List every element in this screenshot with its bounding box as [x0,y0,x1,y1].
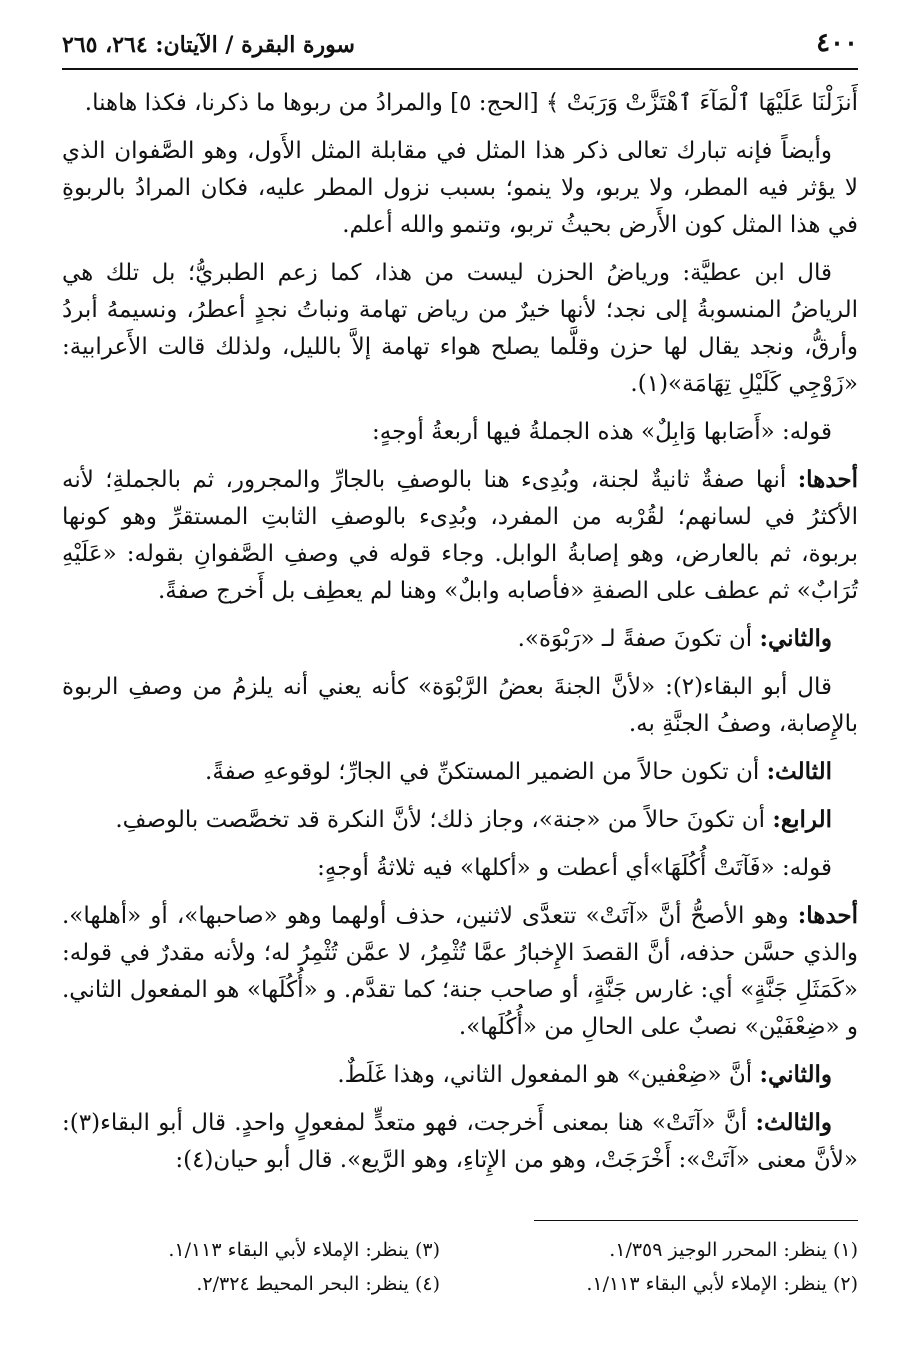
paragraph [62,132,858,244]
paragraph-text: أنَّ «ضِعْفين» هو المفعول الثاني، وهذا غَلَطٌ. [337,1062,753,1088]
paragraph [62,413,858,451]
paragraph [62,1104,858,1179]
footnotes [62,1236,858,1298]
paragraph [62,84,858,122]
paragraph [62,668,858,743]
paragraph [62,897,858,1046]
page-number: ٤٠٠ [816,28,858,58]
paragraph-text: قوله: «فَآتَتْ أُكُلَهَا»أي أعطت و «أكلها» فيه ثلاثةُ أوجهٍ: [317,855,832,881]
paragraph [62,753,858,791]
paragraph [62,1056,858,1094]
paragraph-text: وهو الأصحُّ أنَّ «آتَتْ» تتعدَّى لاثنين، حذف أولهما وهو «صاحبها»، أو «أهلها». والذي حسَّن حذفه، أنَّ القصدَ الإِخبارُ عمَّا تُثْمِرُ، لا عمَّن تُثْمِرُ له؛ ولأنه مقدرٌ في قوله: «كَمَثَلِ جَنَّةٍ» أي: غارس جَنَّةٍ، أو صاحب جنة؛ كما تقدَّم. و «أُكُلَها» هو المفعول الثاني. و «ضِعْفَيْن» نصبٌ على الحالِ من «أُكُلَها». [62,903,858,1040]
main-text [62,84,858,1179]
paragraph-text: قال ابن عطيَّة: ورياضُ الحزن ليست من هذا، كما زعم الطبريُّ؛ بل تلك هي الرياضُ المنسوبةُ إلى نجد؛ لأنها خيرٌ من رياض تهامة ونباتُ نجدٍ أعطرُ، ونسيمهُ أبردُ وأرقُّ، ونجد يقال لها حزن وقلَّما يصلح هواء تهامة إلاَّ بالليل، ولذلك قالت الأَعرابية: «زَوْجِي كَلَيْلِ تِهَامَة»(١). [62,260,858,397]
paragraph-lead: الرابع: [772,806,832,833]
paragraph [62,254,858,403]
footnote-divider [534,1220,858,1221]
paragraph [62,461,858,610]
footnote: (١) ينظر: المحرر الوجيز ١/٣٥٩. [609,1239,858,1261]
paragraph-lead: أحدها: [797,466,858,493]
paragraph-lead: والثالث: [755,1109,832,1136]
paragraph [62,849,858,887]
running-title: سورة البقرة / الآيتان: ٢٦٤، ٢٦٥ [62,32,355,58]
paragraph-text: أن تكونَ حالاً من «جنة»، وجاز ذلك؛ لأنَّ النكرة قد تخصَّصت بالوصفِ. [115,807,766,833]
paragraph-lead: والثاني: [759,625,832,652]
paragraph-text: أَنزَلْنَا عَلَيْهَا ٱلْمَآءَ ٱهْتَزَّتْ وَرَبَتْ ﴾ [الحج: ٥] والمرادُ من ربوها ما ذكرنا، فكذا هاهنا. [84,90,858,116]
paragraph-text: قوله: «أَصَابها وَابِلٌ» هذه الجملةُ فيها أربعةُ أوجهٍ: [372,419,832,445]
paragraph-text: وأيضاً فإنه تبارك تعالى ذكر هذا المثل في مقابلة المثل الأَول، وهو الصَّفوان الذي لا يؤثر فيه المطر، ولا يربو، ولا ينمو؛ بسبب نزول المطر عليه، فكان المرادُ بالربوةِ في هذا المثل كون الأَرض بحيثُ تربو، وتنمو والله أعلم. [62,138,858,238]
footnote: (٢) ينظر: الإملاء لأبي البقاء ١/١١٣. [586,1273,858,1295]
page-header [62,28,858,70]
footnote: (٤) ينظر: البحر المحيط ٢/٣٢٤. [196,1273,440,1295]
paragraph-text: أنَّ «آتَتْ» هنا بمعنى أَخرجت، فهو متعدٍّ لمفعولٍ واحدٍ. قال أبو البقاء(٣): «لأنَّ معنى «آتَتْ»: أَخْرَجَتْ، وهو من الإِتاءِ، وهو الرَّيع». قال أبو حيان(٤): [62,1110,858,1173]
footnote: (٣) ينظر: الإملاء لأبي البقاء ١/١١٣. [168,1239,440,1261]
paragraph-lead: أحدها: [797,902,859,929]
paragraph-lead: الثالث: [766,758,832,785]
paragraph-text: أنها صفةٌ ثانيةٌ لجنة، وبُدِىء هنا بالوصفِ بالجارِّ والمجرور، ثم بالجملةِ؛ لأنه الأكثرُ في لسانهم؛ لقُرْبه من المفرد، وبُدِىء بالوصفِ الثابتِ المستقرِّ وهو كونها بربوة، ثم بالعارض، وهو إصابةُ الوابل. وجاء قوله في وصفِ الصَّفوانِ بقوله: «عَلَيْهِ تُرَابٌ» ثم عطف على الصفةِ «فأصابه وابلٌ» وهنا لم يعطِف بل أَخرج صفةً. [62,467,858,604]
paragraph-text: قال أبو البقاء(٢): «لأنَّ الجنةَ بعضُ الرَّبْوَة» كأنه يعني أنه يلزمُ من وصفِ الربوة بالإِصابة، وصفُ الجنَّةِ به. [62,674,858,737]
paragraph-text: أن تكونَ صفةً لـ «رَبْوَة». [517,626,753,652]
paragraph-lead: والثاني: [759,1061,832,1088]
paragraph-text: أن تكون حالاً من الضمير المستكنِّ في الجارِّ؛ لوقوعهِ صفةً. [205,759,760,785]
paragraph [62,620,858,658]
paragraph [62,801,858,839]
